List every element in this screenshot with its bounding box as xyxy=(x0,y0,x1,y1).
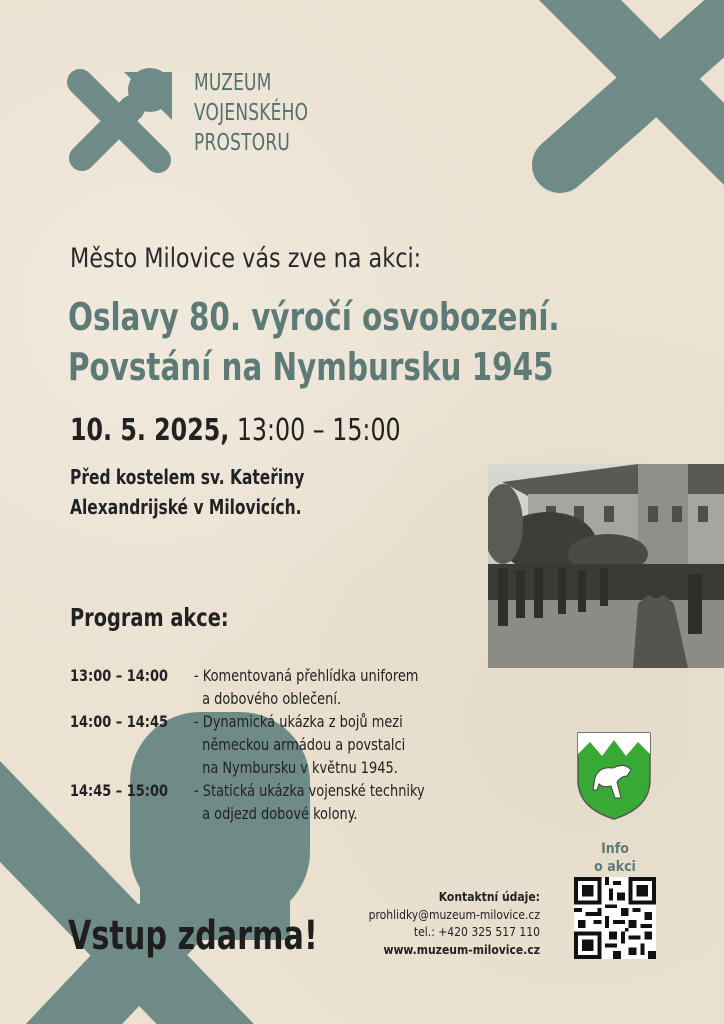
info-line-1: Info xyxy=(601,841,629,857)
program-item xyxy=(70,710,450,779)
event-date xyxy=(70,413,401,448)
info-label xyxy=(590,840,640,876)
event-title xyxy=(68,292,560,392)
program-time: 13:00 – 14:00 xyxy=(70,666,168,685)
title-line-1: Oslavy 80. výročí osvobození. xyxy=(68,295,560,339)
logo-line: VOJENSKÉHO xyxy=(194,100,309,126)
program-time: 14:45 – 15:00 xyxy=(70,781,168,800)
program-description xyxy=(194,779,425,825)
program-item xyxy=(70,664,450,710)
qr-code-icon[interactable] xyxy=(574,877,656,959)
program-heading: Program akce: xyxy=(70,603,229,632)
program-item xyxy=(70,779,450,825)
program-line: německou armádou a povstalci xyxy=(202,735,406,754)
program-line: a dobového oblečení. xyxy=(202,689,342,708)
milovice-crest-icon xyxy=(577,732,651,820)
historical-photo xyxy=(488,464,724,668)
event-day: 10. 5. 2025, xyxy=(70,413,230,448)
program-line: - Dynamická ukázka z bojů mezi xyxy=(194,712,403,731)
logo-line: MUZEUM xyxy=(194,70,272,96)
program-line: a odjezd dobové kolony. xyxy=(202,804,358,823)
intro-text: Město Milovice vás zve na akci: xyxy=(70,243,422,274)
logo-line: PROSTORU xyxy=(194,130,291,156)
place-line-1: Před kostelem sv. Kateřiny xyxy=(70,465,305,489)
program-line: na Nymbursku v květnu 1945. xyxy=(202,758,398,777)
contact-website[interactable]: www.muzeum-milovice.cz xyxy=(383,942,540,957)
contact-heading: Kontaktní údaje: xyxy=(438,890,540,904)
contact-info xyxy=(369,889,540,959)
place-line-2: Alexandrijské v Milovicích. xyxy=(70,495,302,519)
program-time: 14:00 – 14:45 xyxy=(70,712,168,731)
contact-email[interactable]: prohlidky@muzeum-milovice.cz xyxy=(368,907,540,922)
free-entry-text: Vstup zdarma! xyxy=(68,913,318,959)
program-description xyxy=(194,710,425,779)
museum-logo-icon xyxy=(66,68,176,178)
program-line: - Komentovaná přehlídka uniforem xyxy=(194,666,419,685)
program-description xyxy=(194,664,425,710)
title-line-2: Povstání na Nymbursku 1945 xyxy=(68,345,554,389)
program-line: - Statická ukázka vojenské techniky xyxy=(194,781,425,800)
info-line-2: o akci xyxy=(594,859,636,875)
event-time: 13:00 – 15:00 xyxy=(236,413,401,448)
contact-phone[interactable]: tel.: +420 325 517 110 xyxy=(413,925,540,939)
event-place xyxy=(70,462,304,522)
museum-logo-text xyxy=(194,68,333,158)
program-list xyxy=(70,664,450,825)
